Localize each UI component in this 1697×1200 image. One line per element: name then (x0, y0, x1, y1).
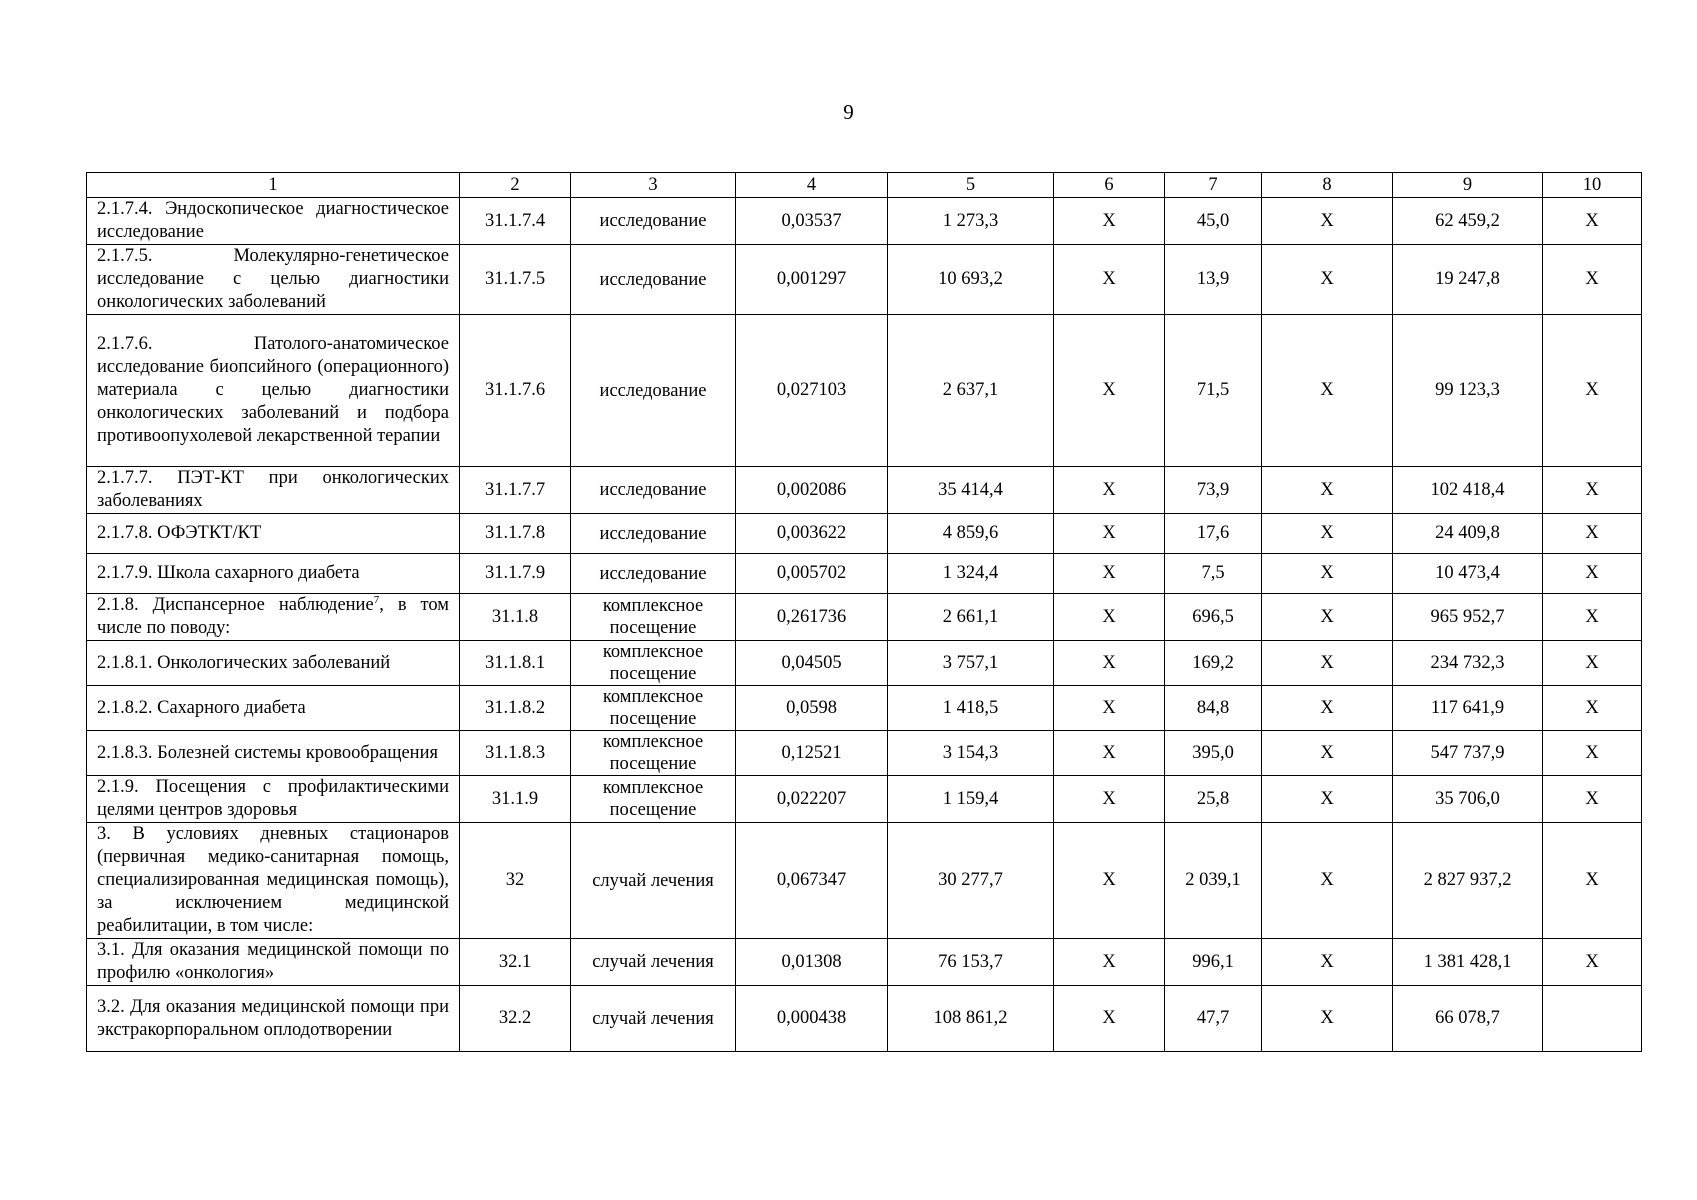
row-code: 31.1.7.4 (460, 198, 571, 245)
row-name-cell (87, 554, 460, 594)
row-col-10: Х (1543, 245, 1642, 315)
row-col-7: 47,7 (1165, 986, 1262, 1052)
row-col-9: 99 123,3 (1393, 315, 1543, 467)
row-name: 2.1.8.1. Онкологических заболеваний (97, 652, 391, 673)
row-col-6: Х (1054, 823, 1165, 939)
row-col-9: 1 381 428,1 (1393, 939, 1543, 986)
row-col-9: 547 737,9 (1393, 731, 1543, 776)
row-code: 32.2 (460, 986, 571, 1052)
row-col-4: 0,067347 (736, 823, 888, 939)
row-col-9: 62 459,2 (1393, 198, 1543, 245)
row-col-10: Х (1543, 198, 1642, 245)
table-row (87, 939, 1642, 986)
row-name-cell (87, 686, 460, 731)
row-col-7: 395,0 (1165, 731, 1262, 776)
table-row (87, 198, 1642, 245)
row-col-6: Х (1054, 554, 1165, 594)
row-col-10: Х (1543, 554, 1642, 594)
column-header: 5 (888, 173, 1054, 198)
row-unit: исследование (571, 245, 736, 315)
row-name-cell (87, 594, 460, 641)
row-col-8: Х (1262, 554, 1393, 594)
table-row (87, 823, 1642, 939)
row-name: 2.1.7.6. Патолого-анатомическое исследование биопсийного (операционного) материала с целью диагностики онкологических заболеваний и подбора противоопухолевой лекарственной терапии (97, 334, 449, 446)
row-col-7: 169,2 (1165, 641, 1262, 686)
row-name: 2.1.7.7. ПЭТ-КТ при онкологических заболеваниях (97, 468, 449, 511)
row-col-6: Х (1054, 245, 1165, 315)
row-unit: случай лечения (571, 823, 736, 939)
row-col-8: Х (1262, 594, 1393, 641)
row-code: 32 (460, 823, 571, 939)
row-col-9: 19 247,8 (1393, 245, 1543, 315)
row-col-4: 0,12521 (736, 731, 888, 776)
row-col-10: Х (1543, 686, 1642, 731)
row-col-5: 3 154,3 (888, 731, 1054, 776)
row-col-5: 35 414,4 (888, 467, 1054, 514)
row-col-10: Х (1543, 514, 1642, 554)
row-name: 2.1.8.3. Болезней системы кровообращения (97, 742, 438, 763)
table-row (87, 776, 1642, 823)
row-col-10: Х (1543, 939, 1642, 986)
row-unit: комплексное посещение (571, 776, 736, 823)
row-unit: исследование (571, 554, 736, 594)
row-name-cell (87, 641, 460, 686)
row-col-10: Х (1543, 315, 1642, 467)
row-col-4: 0,005702 (736, 554, 888, 594)
row-unit: комплексное посещение (571, 686, 736, 731)
footnote-marker: 7 (373, 593, 380, 606)
row-code: 31.1.8.2 (460, 686, 571, 731)
row-unit: случай лечения (571, 986, 736, 1052)
table-row (87, 686, 1642, 731)
row-name: 2.1.9. Посещения с профилактическими целями центров здоровья (97, 777, 449, 820)
row-col-7: 84,8 (1165, 686, 1262, 731)
row-col-6: Х (1054, 731, 1165, 776)
row-col-10 (1543, 986, 1642, 1052)
row-col-6: Х (1054, 939, 1165, 986)
row-col-6: Х (1054, 467, 1165, 514)
row-col-6: Х (1054, 514, 1165, 554)
row-col-4: 0,03537 (736, 198, 888, 245)
row-col-10: Х (1543, 467, 1642, 514)
row-col-5: 10 693,2 (888, 245, 1054, 315)
row-col-5: 108 861,2 (888, 986, 1054, 1052)
row-col-7: 696,5 (1165, 594, 1262, 641)
row-name-cell (87, 467, 460, 514)
row-col-6: Х (1054, 315, 1165, 467)
row-col-8: Х (1262, 823, 1393, 939)
row-col-9: 35 706,0 (1393, 776, 1543, 823)
row-col-9: 102 418,4 (1393, 467, 1543, 514)
column-header: 6 (1054, 173, 1165, 198)
column-header: 1 (87, 173, 460, 198)
row-code: 31.1.7.8 (460, 514, 571, 554)
row-col-6: Х (1054, 198, 1165, 245)
page-number: 9 (843, 100, 854, 124)
row-col-9: 2 827 937,2 (1393, 823, 1543, 939)
row-col-9: 10 473,4 (1393, 554, 1543, 594)
row-col-10: Х (1543, 776, 1642, 823)
row-col-7: 73,9 (1165, 467, 1262, 514)
row-col-7: 13,9 (1165, 245, 1262, 315)
row-col-4: 0,022207 (736, 776, 888, 823)
table-row (87, 641, 1642, 686)
row-col-5: 76 153,7 (888, 939, 1054, 986)
column-header: 2 (460, 173, 571, 198)
row-name-cell (87, 986, 460, 1052)
row-col-8: Х (1262, 986, 1393, 1052)
row-col-8: Х (1262, 776, 1393, 823)
row-name: 2.1.7.4. Эндоскопическое диагностическое исследование (97, 199, 449, 242)
row-name: 2.1.7.8. ОФЭТКТ/КТ (97, 523, 262, 543)
row-unit: исследование (571, 514, 736, 554)
row-unit: комплексное посещение (571, 641, 736, 686)
row-unit: случай лечения (571, 939, 736, 986)
row-col-6: Х (1054, 776, 1165, 823)
row-col-7: 7,5 (1165, 554, 1262, 594)
row-col-5: 1 159,4 (888, 776, 1054, 823)
row-code: 31.1.7.5 (460, 245, 571, 315)
row-name-cell (87, 245, 460, 315)
row-name-cell (87, 823, 460, 939)
row-code: 31.1.8 (460, 594, 571, 641)
row-name-suffix: , в том числе по поводу: (97, 595, 450, 638)
row-col-4: 0,027103 (736, 315, 888, 467)
row-col-4: 0,003622 (736, 514, 888, 554)
row-col-8: Х (1262, 641, 1393, 686)
row-name: 2.1.8. Диспансерное наблюдение (97, 595, 374, 615)
row-col-8: Х (1262, 245, 1393, 315)
row-code: 31.1.7.9 (460, 554, 571, 594)
row-name: 3.1. Для оказания медицинской помощи по профилю «онкология» (97, 940, 449, 983)
row-name: 2.1.7.5. Молекулярно-генетическое исследование с целью диагностики онкологических заболеваний (97, 246, 449, 312)
row-code: 32.1 (460, 939, 571, 986)
row-col-5: 2 637,1 (888, 315, 1054, 467)
row-col-8: Х (1262, 731, 1393, 776)
row-col-5: 30 277,7 (888, 823, 1054, 939)
row-col-7: 45,0 (1165, 198, 1262, 245)
row-col-8: Х (1262, 467, 1393, 514)
row-name-cell (87, 939, 460, 986)
row-col-10: Х (1543, 594, 1642, 641)
row-name-cell (87, 731, 460, 776)
row-col-8: Х (1262, 686, 1393, 731)
row-unit: исследование (571, 315, 736, 467)
row-col-5: 1 324,4 (888, 554, 1054, 594)
row-col-7: 17,6 (1165, 514, 1262, 554)
table-row (87, 315, 1642, 467)
row-col-4: 0,001297 (736, 245, 888, 315)
row-col-10: Х (1543, 823, 1642, 939)
data-table (86, 172, 1642, 1052)
row-col-9: 24 409,8 (1393, 514, 1543, 554)
table-row (87, 245, 1642, 315)
row-name-cell (87, 514, 460, 554)
table-row (87, 514, 1642, 554)
row-name: 2.1.8.2. Сахарного диабета (97, 697, 306, 718)
row-col-10: Х (1543, 731, 1642, 776)
row-code: 31.1.7.6 (460, 315, 571, 467)
row-name: 3. В условиях дневных стационаров (первичная медико-санитарная помощь, специализированная медицинская помощь), за исключением медицинской реабилитации, в том числе: (97, 824, 449, 936)
row-name: 3.2. Для оказания медицинской помощи при экстракорпоральном оплодотворении (97, 996, 449, 1040)
row-col-8: Х (1262, 315, 1393, 467)
row-col-6: Х (1054, 686, 1165, 731)
row-col-5: 4 859,6 (888, 514, 1054, 554)
row-col-6: Х (1054, 986, 1165, 1052)
row-unit: исследование (571, 198, 736, 245)
row-name: 2.1.7.9. Школа сахарного диабета (97, 563, 360, 583)
row-col-4: 0,01308 (736, 939, 888, 986)
row-code: 31.1.9 (460, 776, 571, 823)
row-col-10: Х (1543, 641, 1642, 686)
row-code: 31.1.7.7 (460, 467, 571, 514)
row-code: 31.1.8.3 (460, 731, 571, 776)
row-col-8: Х (1262, 939, 1393, 986)
row-col-5: 2 661,1 (888, 594, 1054, 641)
table-row (87, 554, 1642, 594)
row-col-8: Х (1262, 514, 1393, 554)
row-col-7: 2 039,1 (1165, 823, 1262, 939)
row-col-9: 66 078,7 (1393, 986, 1543, 1052)
row-col-7: 71,5 (1165, 315, 1262, 467)
column-header: 3 (571, 173, 736, 198)
row-unit: исследование (571, 467, 736, 514)
row-col-9: 234 732,3 (1393, 641, 1543, 686)
row-unit: комплексное посещение (571, 594, 736, 641)
row-col-5: 1 418,5 (888, 686, 1054, 731)
row-col-6: Х (1054, 594, 1165, 641)
row-col-4: 0,000438 (736, 986, 888, 1052)
row-col-9: 117 641,9 (1393, 686, 1543, 731)
row-col-8: Х (1262, 198, 1393, 245)
row-col-7: 25,8 (1165, 776, 1262, 823)
table-row (87, 731, 1642, 776)
row-col-4: 0,002086 (736, 467, 888, 514)
column-header: 7 (1165, 173, 1262, 198)
column-header: 10 (1543, 173, 1642, 198)
column-header: 9 (1393, 173, 1543, 198)
row-col-9: 965 952,7 (1393, 594, 1543, 641)
row-col-5: 3 757,1 (888, 641, 1054, 686)
row-name-cell (87, 315, 460, 467)
column-header: 4 (736, 173, 888, 198)
row-col-6: Х (1054, 641, 1165, 686)
row-col-5: 1 273,3 (888, 198, 1054, 245)
header-row (87, 173, 1642, 198)
row-unit: комплексное посещение (571, 731, 736, 776)
table-row (87, 594, 1642, 641)
row-col-4: 0,261736 (736, 594, 888, 641)
row-name-cell (87, 776, 460, 823)
row-col-7: 996,1 (1165, 939, 1262, 986)
row-col-4: 0,0598 (736, 686, 888, 731)
table-row (87, 467, 1642, 514)
table-row (87, 986, 1642, 1052)
row-col-4: 0,04505 (736, 641, 888, 686)
row-code: 31.1.8.1 (460, 641, 571, 686)
column-header: 8 (1262, 173, 1393, 198)
row-name-cell (87, 198, 460, 245)
